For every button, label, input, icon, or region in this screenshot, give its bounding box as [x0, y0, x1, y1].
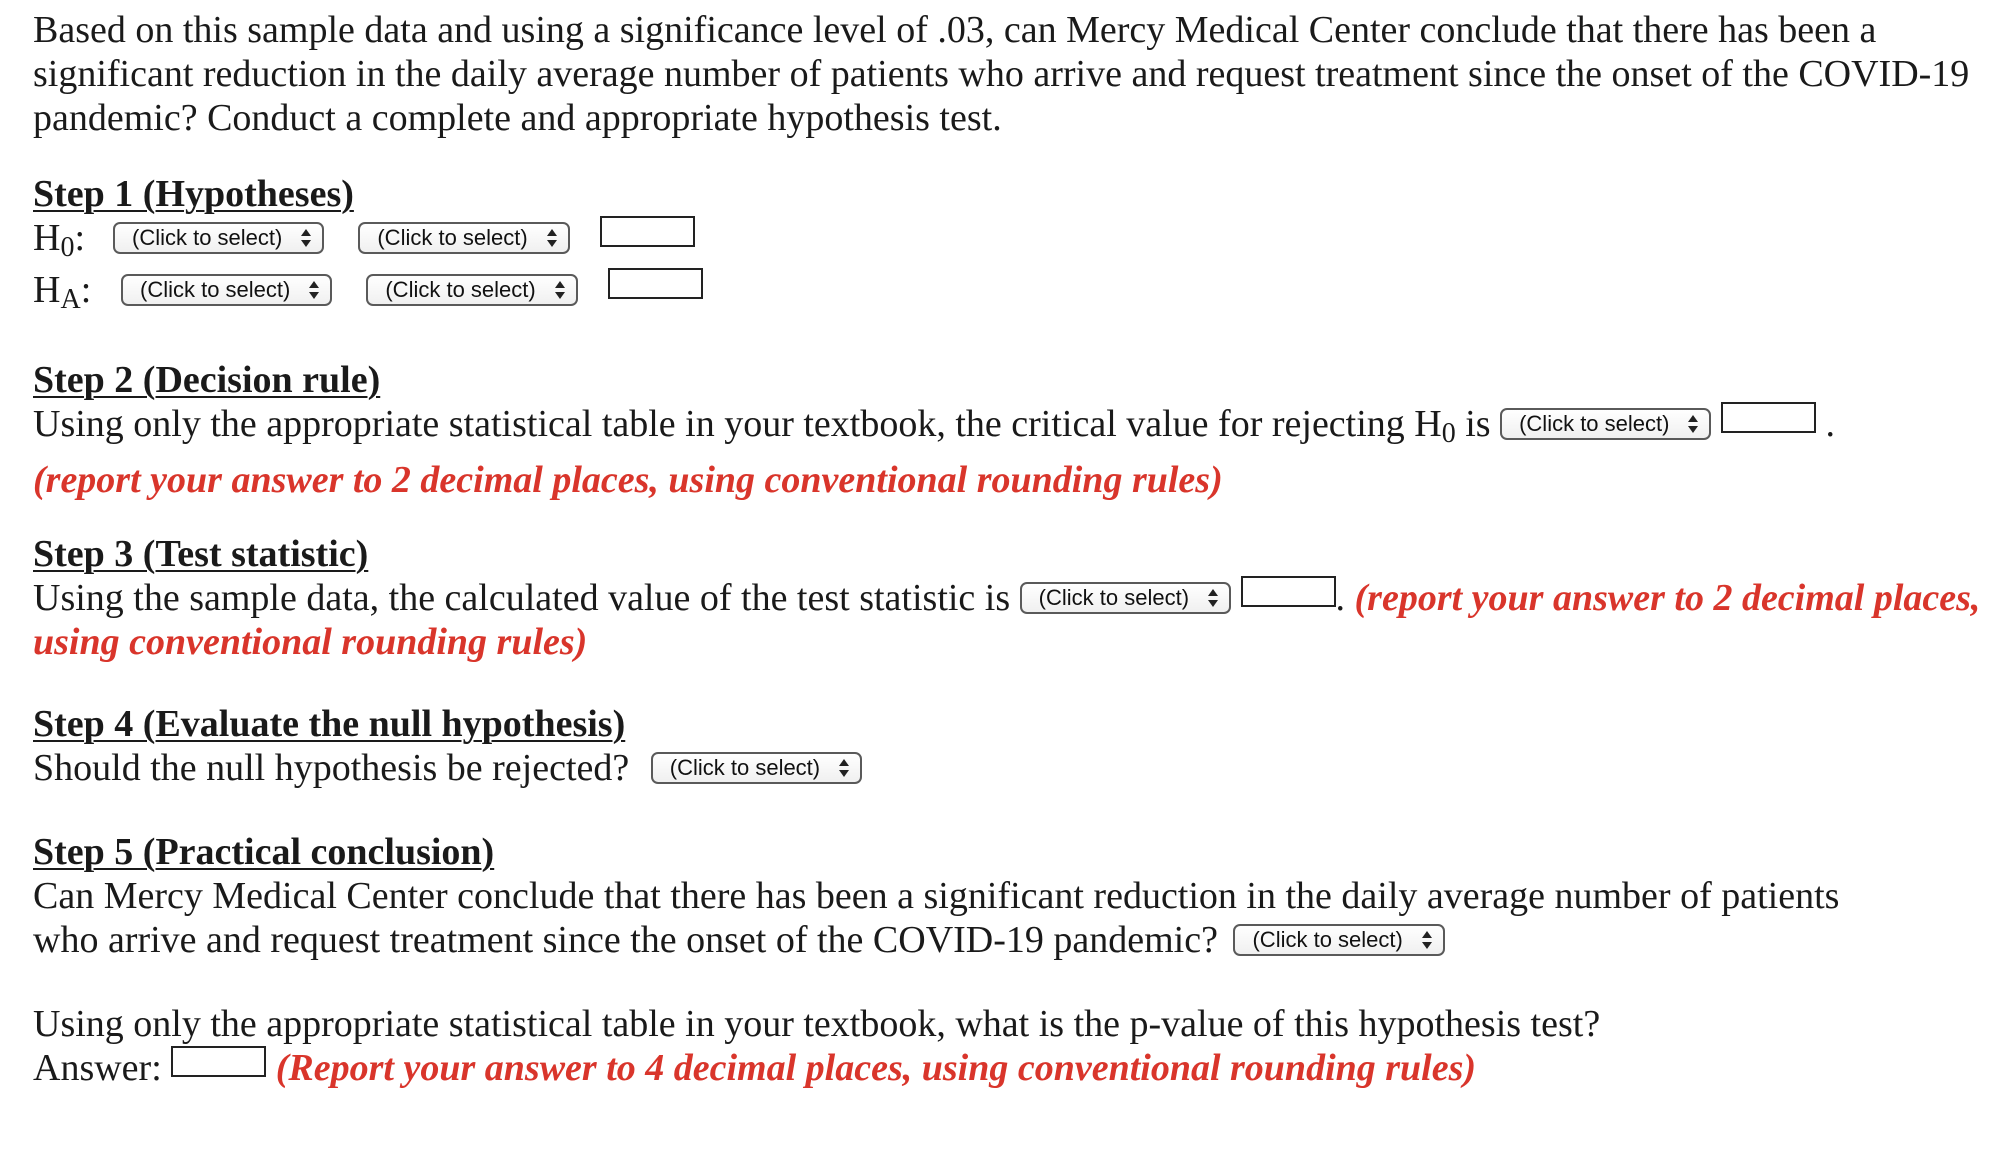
- select-arrows-icon: [1421, 930, 1433, 950]
- select-arrows-icon: [546, 228, 558, 248]
- step3-period: .: [1335, 577, 1346, 619]
- select-label: (Click to select): [669, 755, 821, 780]
- critical-value-sign-select[interactable]: [1500, 408, 1711, 440]
- step4-section: [33, 702, 1993, 790]
- step2-period: .: [1825, 403, 1835, 445]
- step3-note: (report your answer to 2 decimal places, using conventional rounding rules): [33, 577, 1981, 663]
- step3-body: [33, 576, 1993, 664]
- test-statistic-sign-select[interactable]: [1020, 582, 1231, 614]
- critical-value-input[interactable]: [1721, 402, 1816, 433]
- ha-operator-select[interactable]: [366, 274, 577, 306]
- h0-operator-select[interactable]: [358, 222, 569, 254]
- h0-label: [33, 216, 113, 264]
- select-label: (Click to select): [132, 225, 283, 250]
- step1-section: [33, 172, 1993, 320]
- h0-letter: H: [33, 217, 61, 259]
- select-arrows-icon: [308, 280, 320, 300]
- pvalue-answer-label: Answer:: [33, 1047, 162, 1089]
- select-label: (Click to select): [1519, 411, 1670, 436]
- step4-line: [33, 746, 1993, 790]
- select-arrows-icon: [554, 280, 566, 300]
- select-arrows-icon: [838, 758, 850, 778]
- select-arrows-icon: [1687, 414, 1699, 434]
- step1-title: Step 1 (Hypotheses): [33, 173, 354, 215]
- step2-note: (report your answer to 2 decimal places, using conventional rounding rules): [33, 459, 1223, 501]
- pvalue-question: Using only the appropriate statistical table in your textbook, what is the p-value of this hypothesis test?: [33, 1003, 1601, 1045]
- h0-row: [33, 216, 1993, 268]
- step4-text: Should the null hypothesis be rejected?: [33, 747, 630, 789]
- step2-section: [33, 358, 1993, 502]
- step2-text: Using only the appropriate statistical table in your textbook, the critical value for rejecting H: [33, 403, 1442, 445]
- ha-value-input[interactable]: [608, 268, 703, 299]
- pvalue-section: [33, 1002, 1993, 1090]
- ha-colon: :: [80, 269, 92, 311]
- step2-title: Step 2 (Decision rule): [33, 359, 381, 401]
- step3-section: [33, 532, 1993, 664]
- step2-is-text: is: [1455, 403, 1491, 445]
- ha-label: [33, 268, 121, 316]
- ha-row: [33, 268, 1993, 320]
- step5-text: Can Mercy Medical Center conclude that there has been a significant reduction in the daily average number of patients who arrive and request treatment since the onset of the COVID-19 pandemic?: [33, 875, 1840, 961]
- pvalue-note: (Report your answer to 4 decimal places, using conventional rounding rules): [275, 1047, 1477, 1089]
- question-text: Based on this sample data and using a significance level of .03, can Mercy Medical Center conclude that there has been a significant reduction in the daily average number of patients who arrive and request treatment since the onset of the COVID-19 pandemic? Conduct a complete and appropriate hypothesis test.: [33, 9, 1970, 139]
- h0-parameter-select[interactable]: [113, 222, 324, 254]
- step4-title: Step 4 (Evaluate the null hypothesis): [33, 703, 626, 745]
- step3-text: Using the sample data, the calculated value of the test statistic is: [33, 577, 1011, 619]
- step5-section: [33, 830, 1993, 962]
- test-statistic-input[interactable]: [1241, 576, 1336, 607]
- select-label: (Click to select): [140, 277, 291, 302]
- h0-subscript: 0: [60, 232, 75, 263]
- pvalue-answer-line: [33, 1046, 1993, 1090]
- ha-subscript: A: [60, 284, 81, 315]
- pvalue-input[interactable]: [171, 1046, 266, 1077]
- page: [33, 8, 1993, 1090]
- ha-parameter-select[interactable]: [121, 274, 332, 306]
- step2-line: [33, 402, 1993, 450]
- h0-value-input[interactable]: [600, 216, 695, 247]
- reject-null-select[interactable]: [651, 752, 862, 784]
- step3-title: Step 3 (Test statistic): [33, 533, 369, 575]
- ha-letter: H: [33, 269, 61, 311]
- select-arrows-icon: [300, 228, 312, 248]
- step2-h-subscript: 0: [1441, 418, 1456, 449]
- h0-colon: :: [74, 217, 86, 259]
- select-label: (Click to select): [385, 277, 536, 302]
- select-label: (Click to select): [1038, 585, 1190, 610]
- select-arrows-icon: [1207, 588, 1219, 608]
- select-label: (Click to select): [377, 225, 528, 250]
- step5-body: [33, 874, 1913, 962]
- practical-conclusion-select[interactable]: [1233, 924, 1444, 956]
- step5-title: Step 5 (Practical conclusion): [33, 831, 495, 873]
- select-label: (Click to select): [1252, 927, 1403, 952]
